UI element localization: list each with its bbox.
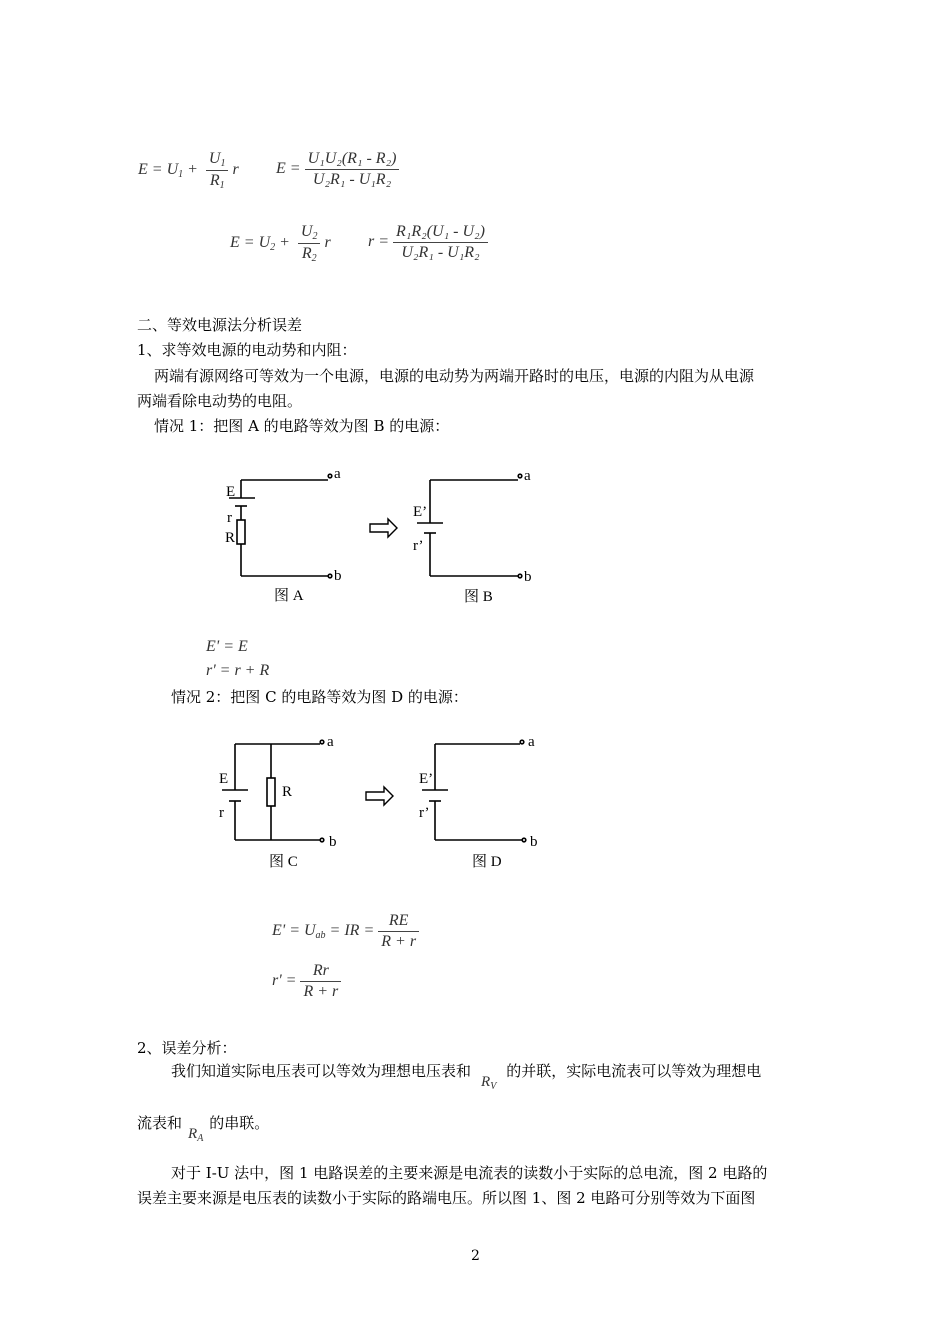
case-2-label: 情况 2：把图 C 的电路等效为图 D 的电源： (171, 688, 468, 706)
figD-caption: 图 D (472, 854, 502, 870)
figA-caption: 图 A (274, 588, 304, 604)
figure-C (222, 740, 324, 842)
figC-R-label: R (282, 784, 293, 800)
subsection-2: 2、误差分析： (137, 1039, 237, 1057)
figD-E-label: E’ (419, 771, 434, 787)
figure-A (229, 474, 332, 578)
figB-r-label: r’ (413, 538, 424, 554)
paragraph-line: 我们知道实际电压表可以等效为理想电压表和$R_V$的并联，实际电流表可以等效为理想电 (171, 1058, 761, 1090)
figA-b-label: b (334, 568, 342, 584)
figC-caption: 图 C (269, 854, 298, 870)
figure-D (422, 740, 526, 842)
figB-caption: 图 B (464, 589, 493, 605)
circuit-figure-C-D (200, 728, 800, 878)
figB-b-label: b (524, 569, 532, 585)
figD-b-label: b (530, 834, 538, 850)
figC-r-label: r (219, 805, 224, 821)
paragraph-line: 流表和$R_A$的串联。 (137, 1110, 269, 1142)
figC-a-label: a (327, 734, 334, 750)
figD-r-label: r’ (419, 805, 430, 821)
formula-E-solution: E = $\frac{\text{U₁U₂(R₁ - R₂)}}{\text{U₂R₁ - U₁R₂}}$ (276, 150, 403, 189)
case-1-label: 情况 1：把图 A 的电路等效为图 B 的电源： (154, 417, 450, 435)
ra-symbol: $R_A$ (188, 1126, 204, 1144)
paragraph-line: 对于 I-U 法中，图 1 电路误差的主要来源是电流表的读数小于实际的总电流，图 2 电路的 (171, 1164, 768, 1182)
formula-case1-r: r' = r + R (206, 662, 270, 679)
formula-case1-E: E' = E (206, 638, 248, 655)
equivalence-arrow (366, 787, 393, 805)
section-heading: 二、等效电源法分析误差 (137, 316, 303, 334)
equivalence-arrow (370, 519, 397, 537)
figB-E-label: E’ (413, 504, 428, 520)
figA-E-label: E (226, 484, 236, 500)
rv-symbol: $R_V$ (481, 1074, 497, 1092)
paragraph-line: 两端看除电动势的电阻。 (137, 392, 303, 410)
circuit-figure-A-B (200, 460, 800, 620)
figD-a-label: a (528, 734, 535, 750)
figC-b-label: b (329, 834, 337, 850)
formula-case2-E: $E' = U_{ab}$ = IR = $\frac{RE}{R + r}$ (272, 912, 423, 951)
formula-case2-r: r' = $\frac{Rr}{R + r}$ (272, 962, 345, 1001)
page-number: 2 (471, 1248, 480, 1264)
figB-a-label: a (524, 468, 531, 484)
figA-r-label: r (227, 510, 232, 526)
figA-a-label: a (334, 466, 341, 482)
paragraph-line: 两端有源网络可等效为一个电源，电源的电动势为两端开路时的电压，电源的内阻为从电源 (154, 367, 755, 385)
formula-r-solution: r = $\frac{\text{R₁R₂(U₁ - U₂)}}{\text{U₂R₁ - U₁R₂}}$ (368, 223, 492, 262)
formula-E-U1: $E = U_1$ + $\frac{U_1}{R_1}$ r (138, 150, 239, 191)
figA-R-label: R (225, 530, 236, 546)
paragraph-line: 误差主要来源是电压表的读数小于实际的路端电压。所以图 1、图 2 电路可分别等效为下面图 (137, 1189, 756, 1207)
formula-E-U2: $E = U_2$ + $\frac{U_2}{R_2}$ r (230, 223, 331, 264)
subsection-1: 1、求等效电源的电动势和内阻： (137, 341, 357, 359)
figure-B (417, 474, 522, 578)
figC-E-label: E (219, 771, 229, 787)
